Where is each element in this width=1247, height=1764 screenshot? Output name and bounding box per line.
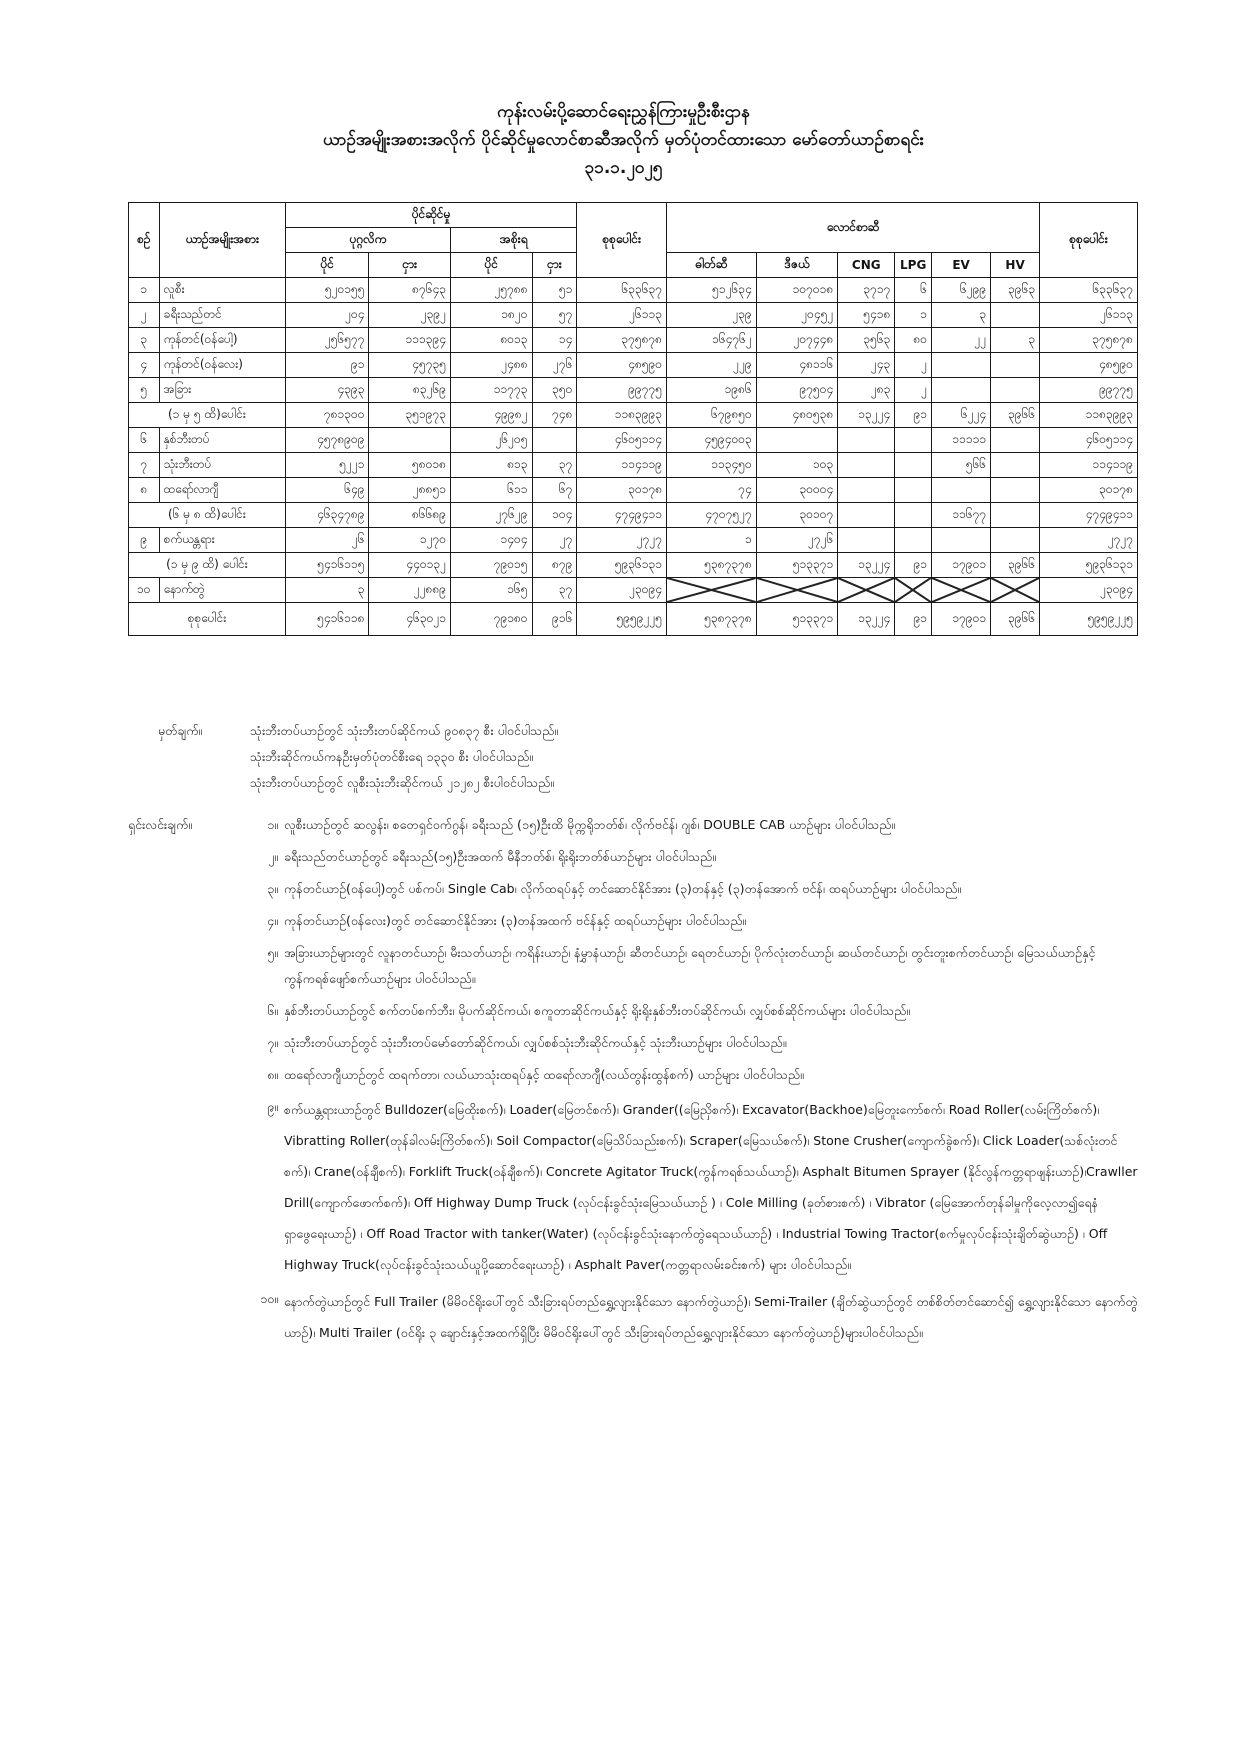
table-cell: ၈၀ <box>895 328 932 353</box>
table-cell: ၁၁၄၁၁၉ <box>577 453 667 478</box>
explanation-number: ၂။ <box>268 849 278 864</box>
table-cell: ၂၇၆၂၉ <box>451 503 533 528</box>
row-label: စုစုပေါင်း <box>129 603 286 636</box>
cross-mark-icon <box>838 578 894 602</box>
row-sno: ၈ <box>129 478 160 503</box>
table-cell: ၂ <box>895 353 932 378</box>
table-cell: ၅၂၀၁၅၅ <box>285 278 369 303</box>
col-header-fuel: လောင်စာဆီ <box>667 203 1040 253</box>
table-cell: ၁၁၆၇၇ <box>932 503 991 528</box>
document-header <box>0 98 1247 182</box>
explanation-number: ၄။ <box>267 913 278 928</box>
crossed-out-cell <box>991 578 1040 603</box>
table-cell: ၄၅၇၈၉၀၉ <box>285 428 369 453</box>
col-header-government: အစိုးရ <box>451 228 577 253</box>
table-cell: ၁၁၄၁၁၉ <box>1040 453 1138 478</box>
cross-mark-icon <box>895 578 931 602</box>
table-row <box>129 378 1138 403</box>
explanation-number: ၉။ <box>267 1099 278 1114</box>
table-cell: ၁ <box>895 303 932 328</box>
table-cell <box>838 528 895 553</box>
col-header-govt-owned: ပိုင် <box>451 253 533 278</box>
table-cell: ၂၂၉ <box>667 353 757 378</box>
explanation-item <box>238 1286 1138 1348</box>
table-cell: ၉၁ <box>895 603 932 636</box>
table-cell: ၃ <box>285 578 369 603</box>
crossed-out-cell <box>932 578 991 603</box>
explanations-section <box>128 812 1138 1354</box>
table-cell: ၁၁၈၃၉၉၃ <box>577 403 667 428</box>
explanation-item <box>238 908 1138 934</box>
col-header-vehicle-type: ယာဉ်အမျိုးအစား <box>159 203 285 278</box>
col-header-total-2: စုစုပေါင်း <box>1040 203 1138 278</box>
table-cell: ၁၃၂၂၄ <box>838 603 895 636</box>
cross-mark-icon <box>991 578 1039 602</box>
table-cell: ၅၄၁၈ <box>838 303 895 328</box>
table-cell <box>895 503 932 528</box>
table-cell <box>932 378 991 403</box>
explanation-number: ၆။ <box>267 1003 278 1018</box>
table-cell: ၆၃၃၆၃၇ <box>577 278 667 303</box>
notes-label: မှတ်ချက်။ <box>158 723 203 738</box>
col-header-petrol: ဓါတ်ဆီ <box>667 253 757 278</box>
col-header-ev: EV <box>932 253 991 278</box>
table-cell: ၁၁၇၇၃ <box>451 378 533 403</box>
explanation-item <box>238 1094 1138 1280</box>
row-sno: ၂ <box>129 303 160 328</box>
col-header-private-rented: ငှား <box>369 253 451 278</box>
table-cell: ၁၇၉၀၁ <box>932 603 991 636</box>
table-cell: ၅၂၂၁ <box>285 453 369 478</box>
table-row <box>129 303 1138 328</box>
subtotal-row <box>129 403 1138 428</box>
table-cell: ၅၉၅၉၂၂၅ <box>577 603 667 636</box>
note-text: သုံးဘီးတပ်ယာဉ်တွင် လူစီးသုံးဘီးဆိုင်ကယ် ၂၁၂၈၂ စီးပါဝင်ပါသည်။ <box>250 775 555 790</box>
table-cell: ၉၉၇၇၅ <box>1040 378 1138 403</box>
table-cell: ၂၇၂၇ <box>1040 528 1138 553</box>
explanation-text: အခြားယာဉ်များတွင် လူနာတင်ယာဉ်၊ မီးသတ်ယာဉ်၊ ကရိန်းယာဉ်၊ နံမွှာနံယာဉ်၊ ဆီတင်ယာဉ်၊ ရေတင်ယာဉ်၊ ပိုက်လုံးတင်ယာဉ်၊ ဆယ်တင်ယာဉ်၊ တွင်းတူးစက်တင်ယာဉ်၊ မြေသယ်ယာဉ်နှင့် ကွန်ကရစ်ဖျော်စက်ယာဉ်များ ပါဝင်ပါသည်။ <box>284 945 1096 986</box>
table-cell <box>991 478 1040 503</box>
table-cell: ၂၆၁၁၃ <box>1040 303 1138 328</box>
table-cell: ၅၇ <box>532 303 577 328</box>
table-cell: ၁၁၃၄၅၀ <box>667 453 757 478</box>
table-cell: ၃၇၅၈၇၈ <box>577 328 667 353</box>
table-cell: ၅၃၈၇၃၇၈ <box>667 553 757 578</box>
row-label: နှစ်ဘီးတပ် <box>159 428 285 453</box>
table-cell: ၆၃၃၆၃၇ <box>1040 278 1138 303</box>
col-header-sno: စဉ် <box>129 203 160 278</box>
table-cell: ၁၀၄ <box>532 503 577 528</box>
table-cell: ၃၅၆၃ <box>838 328 895 353</box>
table-cell: ၂၃၀၉၄ <box>577 578 667 603</box>
table-cell <box>932 353 991 378</box>
row-label: ခရီးသည်တင် <box>159 303 285 328</box>
table-cell: ၄၆၃၀၂၁ <box>369 603 451 636</box>
table-cell: ၁၈၂၀ <box>451 303 533 328</box>
row-label: အခြား <box>159 378 285 403</box>
explanation-item <box>128 812 1138 838</box>
row-sno: ၄ <box>129 353 160 378</box>
table-cell <box>895 428 932 453</box>
table-cell: ၄၆၃၄၇၈၉ <box>285 503 369 528</box>
table-cell: ၂၇၂၇ <box>577 528 667 553</box>
department-title: ကုန်းလမ်းပို့ဆောင်ရေးညွှန်ကြားမှုဦးစီးဌာန <box>497 102 750 122</box>
explanation-text: နှစ်ဘီးတပ်ယာဉ်တွင် စက်တပ်စက်ဘီး၊ မိုပက်ဆိုင်ကယ်၊ စကူတာဆိုင်ကယ်နှင့် ရိုးရိုးနှစ်ဘီးတပ်ဆိုင်ကယ်၊ လျှပ်စစ်ဆိုင်ကယ်များ ပါဝင်ပါသည်။ <box>284 1003 911 1018</box>
table-cell: ၇၉၀၁၅ <box>451 553 533 578</box>
explanation-text: ကုန်တင်ယာဉ်(ဝန်လေး)တွင် တင်ဆောင်နိုင်အား (၃)တန်အထက် ဗင်န်နှင့် ထရပ်ယာဉ်များ ပါဝင်ပါသည်။ <box>284 913 747 928</box>
table-cell: ၆၇၉၈၅၀ <box>667 403 757 428</box>
table-cell: ၂၀၄၅၂ <box>756 303 838 328</box>
table-cell: ၃၇၅၈၇၈ <box>1040 328 1138 353</box>
table-cell: ၂၇ <box>532 528 577 553</box>
grand-total-row <box>129 603 1138 636</box>
table-cell: ၈၁၃ <box>451 453 533 478</box>
table-cell: ၆၄၉ <box>285 478 369 503</box>
table-cell: ၅၁ <box>532 278 577 303</box>
table-cell: ၂၅၇၈၈ <box>451 278 533 303</box>
table-cell: ၄၈၅၉၀ <box>1040 353 1138 378</box>
report-date: ၃၁.၁.၂၀၂၅ <box>584 158 663 178</box>
table-cell: ၇၈၁၃၀၀ <box>285 403 369 428</box>
explanation-text: စက်ယန္တရားယာဉ်တွင် Bulldozer(မြေထိုးစက်)၊ Loader(မြေတင်စက်)၊ Grander((မြေညှိစက်)၊ Excavator(Backhoe)မြေတူးကော်စက်၊ Road Roller(လမ်းကြိတ်စက်)၊ Vibratting Roller(တုန်ခါလမ်းကြိတ်စက်)၊ Soil Compactor(မြေသိပ်သည်းစက်)၊ Scraper(မြေသယ်စက်)၊ Stone Crusher(ကျောက်ခွဲစက်)၊ Click Loader(သစ်လုံးတင်စက်)၊ Crane(ဝန်ချီစက်)၊ Forklift Truck(ဝန်ချီစက်)၊ Concrete Agitator Truck(ကွန်ကရစ်သယ်ယာဉ်)၊ Asphalt Bitumen Sprayer (နိုင်လွန်ကတ္တရာဖျန်းယာဉ်)၊Crawller Drill(ကျောက်ဖောက်စက်)၊ Off Highway Dump Truck (လုပ်ငန်းခွင်သုံးမြေသယ်ယာဉ် ) ၊ Cole Milling (ခုတ်စားစက်) ၊ Vibrator (မြေအောက်တုန်ခါမှုကိုလေ့လာ၍ရေနံရှာဖွေရေးယာဉ်) ၊ Off Road Tractor with tanker(Water) (လုပ်ငန်းခွင်သုံးနောက်တွဲရေသယ်ယာဉ်) ၊ Industrial Towing Tractor(စက်မှုလုပ်ငန်းသုံးချိတ်ဆွဲယာဉ်) ၊ Off Highway Truck(လုပ်ငန်းခွင်သုံးသယ်ယူပို့ဆောင်ရေးယာဉ်) ၊ Asphalt Paver(ကတ္တရာလမ်းခင်းစက်) များ ပါဝင်ပါသည်။ <box>284 1102 1138 1272</box>
table-cell: ၃၉၆၆ <box>991 553 1040 578</box>
explanation-item <box>238 1062 1138 1088</box>
table-cell: ၂၇၂၆ <box>756 528 838 553</box>
explanation-item <box>238 876 1138 902</box>
note-line <box>128 744 1138 770</box>
table-cell <box>991 428 1040 453</box>
table-cell: ၅၁၂၆၃၄ <box>667 278 757 303</box>
table-cell: ၈၃၂၆၉ <box>369 378 451 403</box>
table-cell: ၃၅၁၉၇၃ <box>369 403 451 428</box>
table-row <box>129 578 1138 603</box>
explanation-item <box>238 998 1138 1024</box>
col-header-private-owned: ပိုင် <box>285 253 369 278</box>
table-cell: ၁၂၇၀ <box>369 528 451 553</box>
table-row <box>129 278 1138 303</box>
table-cell: ၃၀၁၇၈ <box>1040 478 1138 503</box>
explanation-number: ၃။ <box>267 881 278 896</box>
table-cell: ၃ <box>991 328 1040 353</box>
table-cell: ၂၇၆ <box>532 353 577 378</box>
crossed-out-cell <box>838 578 895 603</box>
explanation-text: သုံးဘီးတပ်ယာဉ်တွင် သုံးဘီးတပ်မော်တော်ဆိုင်ကယ်၊ လျှပ်စစ်သုံးဘီးဆိုင်ကယ်နှင့် သုံးဘီးယာဉ်များ ပါဝင်ပါသည်။ <box>284 1035 787 1050</box>
table-cell: ၁၄ <box>532 328 577 353</box>
table-cell: ၂၆၂၀၅ <box>451 428 533 453</box>
table-cell: ၃၉၆၆ <box>991 603 1040 636</box>
explanations-label: ရှင်းလင်းချက်။ <box>128 817 193 832</box>
table-cell: ၃၇၁၇ <box>838 278 895 303</box>
table-cell: ၃၅၀ <box>532 378 577 403</box>
table-cell: ၃၀၁၇၈ <box>577 478 667 503</box>
table-cell <box>895 453 932 478</box>
table-cell: ၄၈၅၉၀ <box>577 353 667 378</box>
row-sno: ၃ <box>129 328 160 353</box>
row-label: (၁ မှ ၅ ထိ)ပေါင်း <box>129 403 286 428</box>
explanation-item <box>238 1030 1138 1056</box>
vehicle-registration-table <box>128 202 1138 636</box>
row-sno: ၅ <box>129 378 160 403</box>
table-cell: ၃၇ <box>532 578 577 603</box>
col-header-cng: CNG <box>838 253 895 278</box>
table-cell: ၁၁၈၃၉၉၃ <box>1040 403 1138 428</box>
table-cell: ၂၈၈၅၁ <box>369 478 451 503</box>
crossed-out-cell <box>756 578 838 603</box>
explanation-item <box>238 844 1138 870</box>
table-cell: ၅၈၀၁၈ <box>369 453 451 478</box>
table-cell: ၂၂၈၈၉ <box>369 578 451 603</box>
table-cell: ၇၉၁၈၀ <box>451 603 533 636</box>
table-cell: ၅၉၃၆၁၃၁ <box>577 553 667 578</box>
table-cell: ၄၇၄၉၄၁၁ <box>1040 503 1138 528</box>
table-cell: ၅၁၃၃၇၁ <box>756 553 838 578</box>
table-cell: ၄၈၁၁၆ <box>756 353 838 378</box>
explanation-number: ၁။ <box>267 817 278 832</box>
table-cell <box>932 478 991 503</box>
table-cell: ၁၉၈၆ <box>667 378 757 403</box>
row-label: ကုန်တင်(ဝန်လေး) <box>159 353 285 378</box>
explanation-number: ၈။ <box>267 1067 278 1082</box>
table-cell: ၁၁၁၁၁ <box>932 428 991 453</box>
row-sno: ၉ <box>129 528 160 553</box>
table-cell: ၉၁၆ <box>532 603 577 636</box>
row-sno: ၁ <box>129 278 160 303</box>
table-cell: ၂၂ <box>932 328 991 353</box>
table-body <box>129 278 1138 636</box>
table-cell: ၃၀၁၀၇ <box>756 503 838 528</box>
table-cell: ၄၇၄၉၄၁၁ <box>577 503 667 528</box>
table-cell <box>895 478 932 503</box>
table-cell: ၁၀၃ <box>756 453 838 478</box>
explanation-text: ခရီးသည်တင်ယာဉ်တွင် ခရီးသည်(၁၅)ဦးအထက် မီနီဘတ်စ်၊ ရိုးရိုးဘတ်စ်ယာဉ်များ ပါဝင်ပါသည်။ <box>284 849 717 864</box>
table-row <box>129 528 1138 553</box>
table-cell: ၅၄၁၆၁၁၈ <box>285 603 369 636</box>
crossed-out-cell <box>667 578 757 603</box>
report-title: ယာဉ်အမျိုးအစားအလိုက် ပိုင်ဆိုင်မှုလောင်စာဆီအလိုက် မှတ်ပုံတင်ထားသော မော်တော်ယာဉ်စာရင်း <box>323 130 924 150</box>
table-cell: ၂၈၃ <box>838 378 895 403</box>
table-cell <box>932 528 991 553</box>
row-sno: ၁၀ <box>129 578 160 603</box>
table-cell <box>991 353 1040 378</box>
table-row <box>129 353 1138 378</box>
explanation-text: လူစီးယာဉ်တွင် ဆလွန်း၊ စတေရှင်ဝက်ဂွန်၊ ခရီးသည် (၁၅)ဦးထိ မိုက္ကရိုဘတ်စ်၊ လိုက်ဗင်န်၊ ဂျစ်၊ DOUBLE CAB ယာဉ်များ ပါဝင်ပါသည်။ <box>284 817 896 832</box>
table-cell: ၆၁၁ <box>451 478 533 503</box>
col-header-diesel: ဒီဇယ် <box>756 253 838 278</box>
table-cell <box>838 453 895 478</box>
table-cell: ၂၀၄ <box>285 303 369 328</box>
table-cell <box>838 428 895 453</box>
table-cell: ၄၈၀၅၃၈ <box>756 403 838 428</box>
row-label: စက်ယန္တရား <box>159 528 285 553</box>
row-label: လူစီး <box>159 278 285 303</box>
explanation-number: ၇။ <box>267 1035 278 1050</box>
table-cell: ၂ <box>895 378 932 403</box>
table-cell: ၆၂၉၉ <box>932 278 991 303</box>
table-cell: ၂၅၆၅၇၇ <box>285 328 369 353</box>
explanation-text: ကုန်တင်ယာဉ်(ဝန်ပေါ့)တွင် ပစ်ကပ်၊ Single Cab၊ လိုက်ထရပ်နှင့် တင်ဆောင်နိုင်အား (၃)တန်နှင့် (၃)တန်အောက် ဗင်န်၊ ထရပ်ယာဉ်များ ပါဝင်ပါသည်။ <box>284 881 962 896</box>
table-cell: ၅၉၃၆၁၃၁ <box>1040 553 1138 578</box>
col-header-ownership: ပိုင်ဆိုင်မှု <box>285 203 576 228</box>
cross-mark-icon <box>757 578 838 602</box>
row-label: သုံးဘီးတပ် <box>159 453 285 478</box>
row-sno: ၇ <box>129 453 160 478</box>
table-cell: ၄၅၇၃၅ <box>369 353 451 378</box>
col-header-private: ပုဂ္ဂလိက <box>285 228 450 253</box>
note-text: သုံးဘီးတပ်ယာဉ်တွင် သုံးဘီးတပ်ဆိုင်ကယ် ၉၀၈၃၇ စီး ပါဝင်ပါသည်။ <box>250 723 559 738</box>
table-cell: ၆ <box>895 278 932 303</box>
table-cell: ၂၄၈၈ <box>451 353 533 378</box>
table-cell <box>895 528 932 553</box>
table-cell <box>991 303 1040 328</box>
table-cell <box>369 428 451 453</box>
table-cell: ၅၆၆ <box>932 453 991 478</box>
explanation-item <box>238 940 1138 992</box>
col-header-hv: HV <box>991 253 1040 278</box>
table-cell: ၈၇၆၄၃ <box>369 278 451 303</box>
cross-mark-icon <box>667 578 756 602</box>
table-row <box>129 478 1138 503</box>
table-cell: ၉၁ <box>285 353 369 378</box>
table-cell: ၈၆၆၈၉ <box>369 503 451 528</box>
table-row <box>129 453 1138 478</box>
table-cell: ၈၇၉ <box>532 553 577 578</box>
table-cell: ၂၆ <box>285 528 369 553</box>
table-cell: ၄၃၉၃ <box>285 378 369 403</box>
table-cell <box>838 478 895 503</box>
table-cell: ၁၄၀၄ <box>451 528 533 553</box>
table-cell: ၁၆၅ <box>451 578 533 603</box>
table-cell: ၃ <box>932 303 991 328</box>
subtotal-row <box>129 553 1138 578</box>
table-cell: ၉၁ <box>895 403 932 428</box>
explanation-number: ၁၀။ <box>260 1291 278 1306</box>
table-cell <box>991 528 1040 553</box>
col-header-total: စုစုပေါင်း <box>577 203 667 278</box>
table-cell: ၁၆၄၇၆၂ <box>667 328 757 353</box>
table-cell: ၁ <box>667 528 757 553</box>
table-cell <box>838 503 895 528</box>
table-cell: ၃၇ <box>532 453 577 478</box>
table-cell: ၂၆၁၁၃ <box>577 303 667 328</box>
table-cell: ၉၉၇၇၅ <box>577 378 667 403</box>
row-label: နောက်တွဲ <box>159 578 285 603</box>
table-cell: ၁၀၇၀၁၈ <box>756 278 838 303</box>
note-text: သုံးဘီးဆိုင်ကယ်ကနဦးမှတ်ပုံတင်စီးရေ ၁၃၃၀ စီး ပါဝင်ပါသည်။ <box>250 749 534 764</box>
subtotal-row <box>129 503 1138 528</box>
table-cell: ၄၇၀၇၅၂၇ <box>667 503 757 528</box>
cross-mark-icon <box>932 578 990 602</box>
table-cell <box>991 378 1040 403</box>
table-cell: ၅၃၈၇၃၇၈ <box>667 603 757 636</box>
table-cell: ၁၃၂၂၄ <box>838 403 895 428</box>
table-cell: ၂၃၉ <box>667 303 757 328</box>
table-cell: ၆၂၂၄ <box>932 403 991 428</box>
notes-section <box>128 718 1138 796</box>
table-cell <box>991 453 1040 478</box>
table-cell: ၃၉၆၆ <box>991 403 1040 428</box>
table-row <box>129 428 1138 453</box>
explanation-text: နောက်တွဲယာဉ်တွင် Full Trailer (မိမိဝင်ရိုးပေါ်တွင် သီးခြားရပ်တည်ရွှေ့လျားနိုင်သော နောက်တွဲယာဉ်)၊ Semi-Trailer (ချိတ်ဆွဲယာဉ်တွင် တစ်စိတ်တင်ဆောင်၍ ရွှေ့လျားနိုင်သော နောက်တွဲယာဉ်)၊ Multi Trailer (ဝင်ရိုး ၃ ချောင်းနှင့်အထက်ရှိပြီး မိမိဝင်ရိုးပေါ်တွင် သီးခြားရပ်တည်ရွှေ့လျားနိုင်သော နောက်တွဲယာဉ်)များပါဝင်ပါသည်။ <box>284 1294 1138 1340</box>
table-cell <box>532 428 577 453</box>
table-cell: ၇၄ <box>667 478 757 503</box>
table-cell: ၅၄၁၆၁၁၅ <box>285 553 369 578</box>
row-sno: ၆ <box>129 428 160 453</box>
table-cell: ၇၄၈ <box>532 403 577 428</box>
table-cell: ၄၆၀၅၁၁၄ <box>1040 428 1138 453</box>
col-header-govt-rented: ငှား <box>532 253 577 278</box>
table-cell: ၃၉၆၃ <box>991 278 1040 303</box>
table-cell: ၂၃၀၉၄ <box>1040 578 1138 603</box>
table-cell: ၂၀၇၄၄၈ <box>756 328 838 353</box>
row-label: ကုန်တင်(ဝန်ပေါ့) <box>159 328 285 353</box>
row-label: (၁ မှ ၉ ထိ) ပေါင်း <box>129 553 286 578</box>
table-cell: ၅၉၅၉၂၂၅ <box>1040 603 1138 636</box>
crossed-out-cell <box>895 578 932 603</box>
table-cell: ၄၉၉၈၂ <box>451 403 533 428</box>
table-cell: ၃၀၀၀၄ <box>756 478 838 503</box>
table-cell: ၅၁၃၃၇၁ <box>756 603 838 636</box>
table-row <box>129 328 1138 353</box>
table-cell: ၂၃၉၂ <box>369 303 451 328</box>
explanation-text: ထရော်လာဂျီယာဉ်တွင် ထရက်တာ၊ လယ်ယာသုံးထရပ်နှင့် ထရော်လာဂျီ(လယ်တွန်းထွန်စက်) ယာဉ်များ ပါဝင်ပါသည်။ <box>284 1067 804 1082</box>
table-cell: ၉၇၅၀၄ <box>756 378 838 403</box>
note-line <box>128 770 1138 796</box>
table-cell: ၂၄၃ <box>838 353 895 378</box>
table-cell: ၁၇၉၀၁ <box>932 553 991 578</box>
note-line <box>128 718 1138 744</box>
explanation-number: ၅။ <box>267 945 278 960</box>
table-cell: ၈၀၁၃ <box>451 328 533 353</box>
table-cell: ၄၆၀၅၁၁၄ <box>577 428 667 453</box>
table-cell: ၆၇ <box>532 478 577 503</box>
table-cell <box>991 503 1040 528</box>
table-cell: ၉၁ <box>895 553 932 578</box>
col-header-lpg: LPG <box>895 253 932 278</box>
table-cell: ၄၄၀၁၃၂ <box>369 553 451 578</box>
table-cell: ၁၃၂၂၄ <box>838 553 895 578</box>
row-label: (၆ မှ ၈ ထိ)ပေါင်း <box>129 503 286 528</box>
row-label: ထရော်လာဂျီ <box>159 478 285 503</box>
table-cell: ၄၅၉၄၀၀၃ <box>667 428 757 453</box>
table-cell <box>756 428 838 453</box>
table-cell: ၁၁၁၃၉၄ <box>369 328 451 353</box>
